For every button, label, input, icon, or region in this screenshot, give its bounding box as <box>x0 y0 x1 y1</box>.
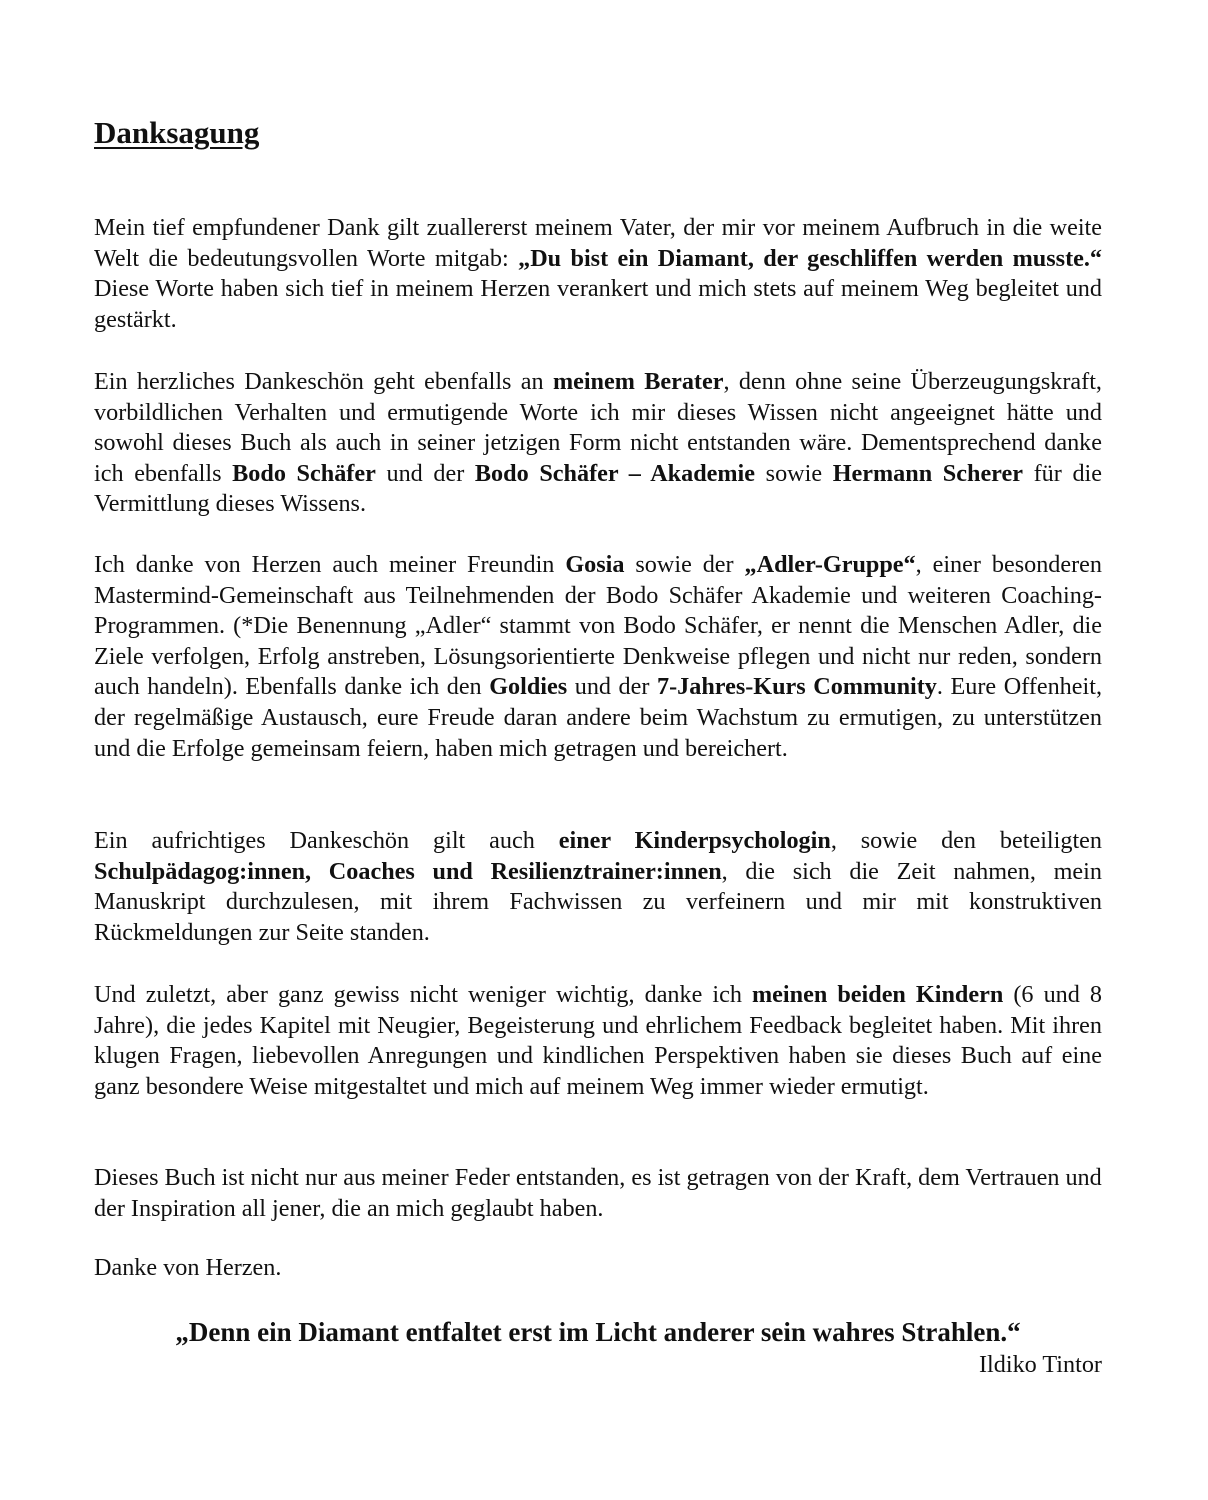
paragraph-father <box>94 213 1102 335</box>
text-span: für die Vermittlung dieses Wissens. <box>94 459 1102 518</box>
text-span: , die sich die Zeit nahmen, mein Manuskript durchzulesen, mit ihrem Fachwissen zu verfeinern und mir mit konstruktiven Rückmeldungen zur Seite standen. <box>94 857 1102 946</box>
paragraph-experts <box>94 826 1102 948</box>
paragraph-friends <box>94 550 1102 764</box>
bold-paedagogen: Schulpädagog:innen, Coaches und Resilienztrainer:innen <box>94 857 722 885</box>
text-span: Ein aufrichtiges Dankeschön gilt auch <box>94 827 559 854</box>
bold-kinder: meinen beiden Kindern <box>752 981 1004 1008</box>
page-title: Danksagung <box>94 115 260 150</box>
bold-adler-gruppe: „Adler-Gruppe“ <box>744 551 916 578</box>
bold-gosia: Gosia <box>565 551 625 578</box>
bold-hermann-scherer: Hermann Scherer <box>832 459 1023 487</box>
text-span: Diese Worte haben sich tief in meinem Herzen verankert und mich stets auf meinem Weg begleitet und gestärkt. <box>94 275 1102 333</box>
bold-goldies: Goldies <box>489 673 568 701</box>
text-span: , sowie den beteiligten <box>830 827 1102 854</box>
bold-bodo-schaefer-akademie: Bodo Schäfer – Akademie <box>474 459 756 487</box>
paragraph-closing: Danke von Herzen. <box>94 1254 282 1281</box>
text-span: Ich danke von Herzen auch meiner Freundin <box>94 551 566 578</box>
text-span: Ein herzliches Dankeschön geht ebenfalls an <box>94 368 553 395</box>
text-span: (6 und 8 Jahre), die jedes Kapitel mit Neugier, Begeisterung und ehrlichem Feedback begleitet haben. Mit ihren klugen Fragen, liebevollen Anregungen und kindlichen Perspektiven haben sie dieses Buch auf eine ganz besondere Weise mitgestaltet und mich auf meinem Weg immer wieder ermutigt. <box>94 981 1103 1100</box>
text-span: Mein tief empfundener Dank gilt zuallererst meinem Vater, der mir vor meinem Aufbruch in die weite Welt die bedeutungsvollen Worte mitgab: <box>94 214 1102 272</box>
text-span: sowie <box>755 459 833 487</box>
bold-advisor: meinem Berater <box>552 368 724 395</box>
bold-community: 7-Jahres-Kurs Community <box>657 673 937 701</box>
text-span: . Eure Offenheit, der regelmäßige Austausch, eure Freude daran andere beim Wachstum zu ermutigen, zu unterstützen und die Erfolge gemeinsam feiern, haben mich getragen und bereichert. <box>94 673 1102 762</box>
text-span: , denn ohne seine Überzeugungskraft, vorbildlichen Verhalten und ermutigende Worte ich mir dieses Wissen nicht angeeignet hätte und sowohl dieses Buch als auch in seiner jetzigen Form nicht entstanden wäre. Dementsprechend danke ich ebenfalls <box>94 368 1102 487</box>
text-span: und der <box>375 459 475 487</box>
text-span: sowie der <box>624 551 745 578</box>
closing-quote: „Denn ein Diamant entfaltet erst im Licht anderer sein wahres Strahlen.“ <box>175 1317 1021 1347</box>
bold-bodo-schaefer: Bodo Schäfer <box>232 459 376 487</box>
text-span: Und zuletzt, aber ganz gewiss nicht weniger wichtig, danke ich <box>94 981 753 1008</box>
paragraph-summary: Dieses Buch ist nicht nur aus meiner Feder entstanden, es ist getragen von der Kraft, dem Vertrauen und der Inspiration all jener, die an mich geglaubt haben. <box>94 1164 1102 1222</box>
bold-quote-diamond: „Du bist ein Diamant, der geschliffen werden musste.“ <box>518 244 1102 272</box>
paragraph-children <box>94 980 1102 1102</box>
text-span: , einer besonderen Mastermind-Gemeinschaft aus Teilnehmenden der Bodo Schäfer Akademie und weiteren Coaching-Programmen. (*Die Benennung „Adler“ stammt von Bodo Schäfer, er nennt die Menschen Adler, die Ziele verfolgen, Erfolg anstreben, Lösungsorientierte Denkweise pflegen und nicht nur reden, sondern auch handeln). Ebenfalls danke ich den <box>94 551 1103 701</box>
quote-author: Ildiko Tintor <box>979 1351 1102 1378</box>
bold-kinderpsychologin: einer Kinderpsychologin <box>558 827 831 854</box>
text-span: und der <box>567 673 657 701</box>
paragraph-advisor <box>94 367 1102 520</box>
